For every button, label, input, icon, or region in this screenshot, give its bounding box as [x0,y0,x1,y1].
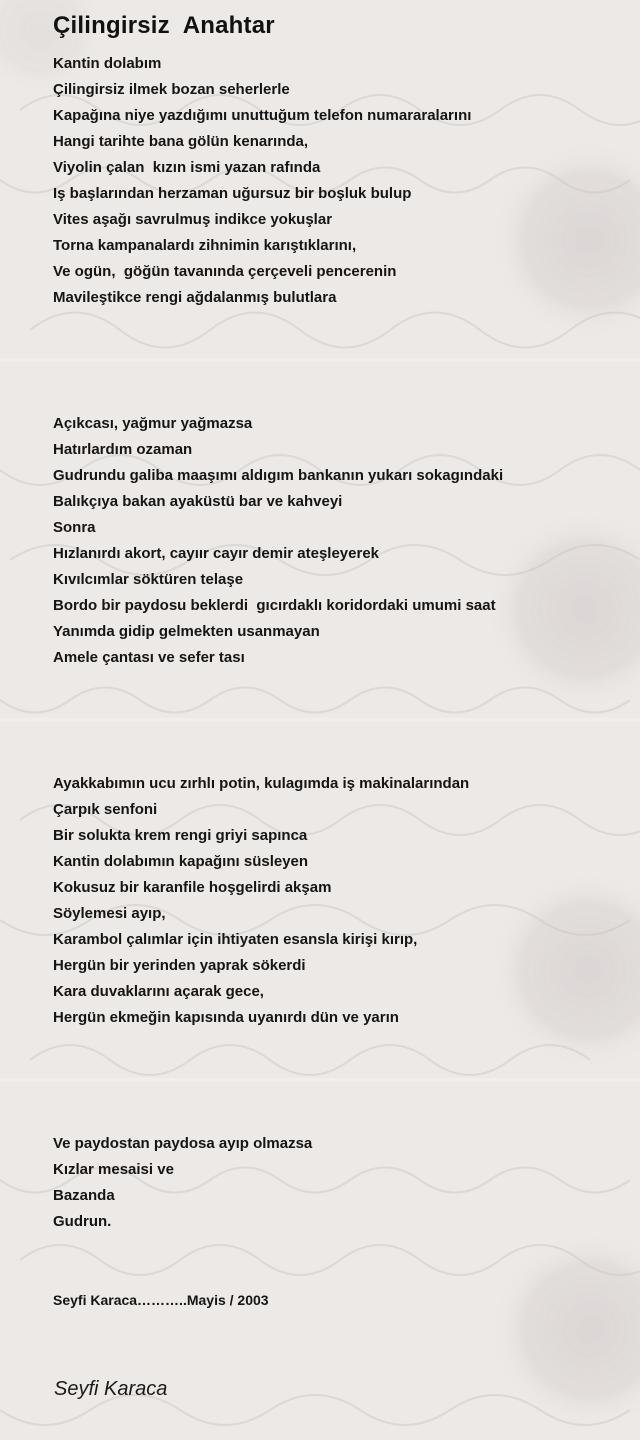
stanza-3 [53,771,469,1031]
poem-line: Yanımda gidip gelmekten usanmayan [53,623,320,640]
poem-line: Karambol çalımlar için ihtiyaten esansla kirişi kırıp, [53,931,418,948]
poem-line: Hergün bir yerinden yaprak sökerdi [53,957,306,974]
stanza-1 [53,51,471,311]
poem-line: Kıvılcımlar söktüren telaşe [53,571,244,588]
poem-line: Bir solukta krem rengi griyi sapınca [53,827,308,844]
poem-line: Kantin dolabımın kapağını süsleyen [53,853,309,870]
poem-line: Torna kampanalardı zihnimin karıştıklarını, [53,237,357,254]
poem-line: Hangi tarihte bana gölün kenarında, [53,133,309,150]
poem-line: Hızlanırdı akort, cayıır cayır demir ateşleyerek [53,545,380,562]
poem-line: Iş başlarından herzaman uğursuz bir boşluk bulup [53,185,412,202]
poem-line: Bordo bir paydosu beklerdi gıcırdaklı koridordaki umumi saat [53,597,496,614]
poem-line: Amele çantası ve sefer tası [53,649,245,666]
poem-line: Hergün ekmeğin kapısında uyanırdı dün ve yarın [53,1009,399,1026]
poem-line: Viyolin çalan kızın ismi yazan rafında [53,159,321,176]
poem-line: Ayakkabımın ucu zırhlı potin, kulagımda iş makinalarından [53,775,470,792]
poem-line: Kara duvaklarını açarak gece, [53,983,264,1000]
poem-line: Ve ogün, göğün tavanında çerçeveli pencerenin [53,263,397,280]
poem-line: Vites aşağı savrulmuş indikce yokuşlar [53,211,333,228]
poem-line: Çarpık senfoni [53,801,158,818]
stanza-4 [53,1131,312,1235]
poem-line: Kantin dolabım [53,55,162,72]
poem-line: Bazanda [53,1187,115,1204]
poem-line: Hatırlardım ozaman [53,441,193,458]
poem-line: Gudrundu galiba maaşımı aldıgım bankanın yukarı sokagındaki [53,467,504,484]
author-date-line: Seyfi Karaca………..Mayis / 2003 [53,1292,269,1308]
poem-line: Kızlar mesaisi ve [53,1161,174,1178]
poem-line: Kokusuz bir karanfile hoşgelirdi akşam [53,879,332,896]
poem-line: Sonra [53,519,96,536]
poem-line: Balıkçıya bakan ayaküstü bar ve kahveyi [53,493,343,510]
author-signature: Seyfi Karaca [54,1378,168,1400]
stanza-2 [53,411,503,671]
poem-title: Çilingirsiz Anahtar [53,12,275,39]
poem-line: Mavileştikce rengi ağdalanmış bulutlara [53,289,337,306]
poem-line: Söylemesi ayıp, [53,905,166,922]
poem-line: Çilingirsiz ilmek bozan seherlerle [53,81,290,98]
poem-line: Gudrun. [53,1213,112,1230]
poem-line: Kapağına niye yazdığımı unuttuğum telefon numararalarını [53,107,472,124]
poem-line: Ve paydostan paydosa ayıp olmazsa [53,1135,313,1152]
poem-line: Açıkcası, yağmur yağmazsa [53,415,253,432]
